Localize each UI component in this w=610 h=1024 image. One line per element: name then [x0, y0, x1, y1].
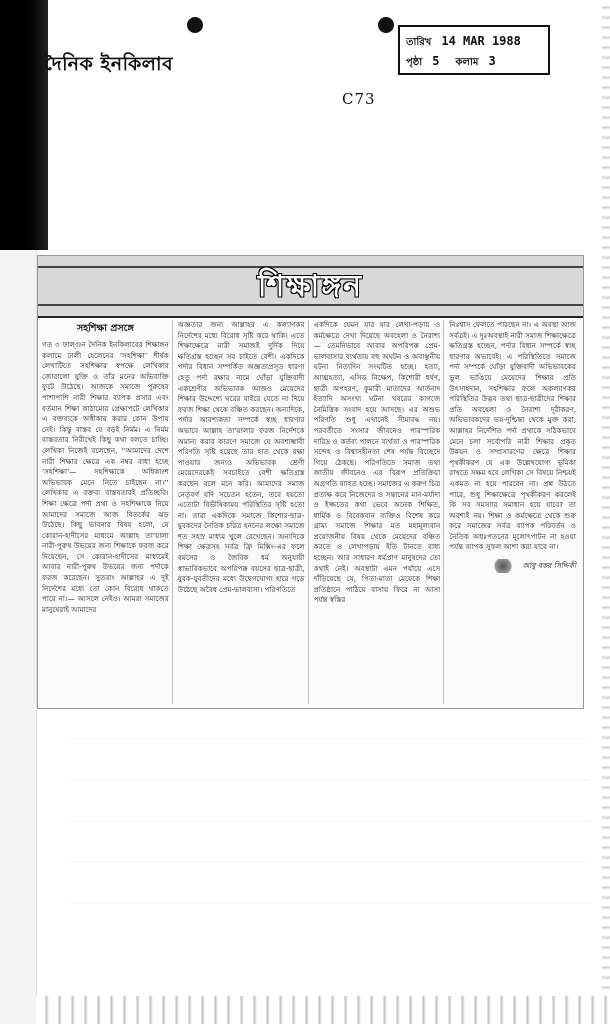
scan-right-edge — [602, 0, 610, 1024]
newspaper-masthead: দৈনিক ইনকিলাব — [44, 53, 174, 75]
stamp-page-value: 5 — [432, 54, 440, 68]
stamp-date-label: তারিখ — [406, 37, 432, 48]
column-text: গত ৩ ফাল্গুন দৈনিক ইনকিলাবের শিক্ষাঙ্গন কলামে ঢালী হেলেনের ‘সহশিক্ষা’ শীর্ষক লেখাটিতে সহশিক্ষার স্বপক্ষে লেখিকার জোরালো যুক্তি ও তাঁর মনের অভিব্যক্তি ফুটে উঠেছে। আজকে সমাজে পুরুষের পাশাপাশি নারী শিক্ষার ব্যাপক প্রসার এবং বর্তমান শিক্ষা কাঠামোর প্রেক্ষাপটে লেখিকার এ বক্তব্যকে অস্বীকার করার কোন উপায় নেই। কিন্তু বাস্তব যে বড়ই নির্মম। এ নির্মম বাস্তবতার নিরীখেই কিছু কথা বলতে চাচ্ছি। লেখিকা নিজেই বলেছেন, ‘‘আমাদের দেশে নারী শিক্ষার ক্ষেত্রে এক নম্বর বাধা হচ্ছে ‘সহশিক্ষা’— সহশিক্ষাকে অধিকাংশ অভিভাবক মেনে নিতে চাইছেন না।’’ লেখিকার এ বক্তব্য বাস্তবতারই প্রতিচ্ছবি। শিক্ষা ক্ষেত্রে পর্দা প্রথা ও সহশিক্ষাকে নিয়ে আমাদের সমাজে আজ বিতর্কের ঝড় উঠেছে। কিছু ভাবনার বিষয় হলো, যে কোরান-হাদীসের মাধ্যমে আল্লাহ তা'য়ালা নারী-পুরুষ উভয়ের জন্য শিক্ষাকে ফরজ করে দিয়েছেন, সে কোরান-হাদীসের মাধ্যমেই আবার নারী-পুরুষ উভয়ের জন্য পর্দাকে ফরজ করেছেন। সুতরাং আল্লাহর এ দুই নির্দেশের মধ্যে তো কোন বিরোধ থাকতে পারে না।— আসলে নেইও। আমরা সমাজের মানুষেরাই আমাদের — [42, 340, 169, 614]
punch-hole-left — [187, 17, 203, 33]
author-name: আবু বকর সিদ্দিকী — [522, 561, 576, 571]
punch-hole-right — [378, 17, 394, 33]
article-column-3 — [314, 320, 445, 704]
stamp-column-value: 3 — [488, 54, 496, 68]
scan-bottom-edge — [36, 996, 610, 1024]
stamp-date-value: 14 MAR 1988 — [441, 34, 521, 48]
stamp-page-row — [406, 51, 542, 71]
newspaper-clipping — [37, 255, 584, 709]
article-body — [42, 320, 579, 704]
scan-dark-corner — [0, 0, 48, 250]
section-title: শিক্ষাঙ্গন — [257, 269, 364, 304]
stamp-column-label: কলাম — [455, 57, 479, 68]
author-byline — [449, 559, 576, 573]
column-text: অজ্ঞতার জন্য আল্লাহর এ কল্যাণকর নির্দেশের মধ্যে বিরোধ সৃষ্টি করে থাকি। এতে শিক্ষাক্ষেত্রে নারী সমাজই দুর্দিক দিয়ে ক্ষতিগ্রস্ত হচ্ছেন সব চাইতে বেশী। একদিকে পর্দার বিধান সম্পর্কিত অজ্ঞতাপ্রসূত ধারণা হেতু পর্দা রক্ষার নামে ঘোঁড়া যুক্তিবাদী একশ্রেণীর অভিভাবক আজও মেয়েদের শিক্ষার উদ্দেশ্যে ঘরের বাইরে যেতে না দিয়ে ফরজ শিক্ষা থেকে বঞ্চিত করছেন। অন্যদিকে, পর্দার আবশ্যকতা সম্পর্কে স্বচ্ছ ধারণার অভাবে আল্লাহ তা'য়ালার ফরজ নির্দেশকে অমান্য করার কারণে সমাজে যে অবশ্যম্ভাবী পরিণতি সৃষ্টি হয়েছে তার হাত থেকে রক্ষা পাওয়ার জন্যও অভিভাবক শ্রেণী মেয়েদেরকেই সবচাইতে বেশী ক্ষতিগ্রস্ত করছেন বলে মনে করি। আমাদের সমাজ নেতৃবর্গ যদি সচেতন হতেন, তবে হয়তো এতোটা বিভীষিকাময় পরিস্থিতির সৃষ্টি হতো না। তারা একদিকে সমাজে কিশোর-ছাত্র-যুবকদের নৈতিক চরিত্র হননের লক্ষ্যে সমাজে শত সহস্র মাধ্যম খুলে রেখেছেন। অন্যদিকে শিক্ষা ক্ষেত্রসহ সর্বত্র ফ্রি মিক্সিং-এর ফলে বয়সের ও জৈবিক ধর্ম অনুযায়ী স্বাভাবিকভাবে অপরিপক্ক বয়সের ছাত্র-ছাত্রী, যুবক-যুবতীদের মধ্যে উদ্বেগযোগ্য হারে গড়ে উঠেছে অবৈধ প্রেম-ভালবাসা। পরিণতিতে — [177, 320, 305, 594]
stamp-page-label: পৃষ্ঠা — [406, 57, 423, 68]
date-stamp — [398, 25, 550, 75]
column-text: নিঃশ্বাস ফেলতে পারছেন না। এ অবস্থা আজ সর্বত্রই। এ দুঃঅবস্থাই নারী সমাজ শিক্ষাক্ষেত্রে ক্ষতিগ্রস্ত হচ্ছেন, পর্দার বিধান সম্পর্কে স্বচ্ছ ধারণার অভাবেই। এ পরিস্থিতিতে সমাজে পর্দা সম্পর্কে ঘোঁড়া যুক্তিবাদী অভিভাবকের ভুল ভাঙিয়ে মেয়েদের শিক্ষার প্রতি উৎসাহদান, সহশিক্ষার ফলে অকল্যাণকর পরিস্থিতির উদ্ভব তথা ছাত্র-ছাত্রীদের শিক্ষার প্রতি অবহেলা ও নৈরাশ্য দূরীকরণ, অভিভাবকদের ভয়-দুশ্চিন্তা থেকে মুক্ত করা, আল্লাহর নির্দেশিত পর্দা প্রথাকে সঠিকভাবে মেনে চলা সর্বোপরি নারী শিক্ষার প্রকৃত উন্নয়ন ও সম্প্রসারণের ক্ষেত্রে শিক্ষার পৃথকীকরণ যে এক উল্লেখযোগ্য ভূমিকা রাখতে সক্ষম হবে লেখিকা সে বিষয়ে নিশ্চয়ই একমত না হয়ে পারবেন না। প্রশ্ন উঠতে পারে, শুধু শিক্ষাক্ষেত্রে পৃথকীকরণ করলেই কি সব সমস্যার সমাধান হয়ে যাবে? তা অবশ্যই নয়। শিক্ষা ও কর্মক্ষেত্রে থেকে শুরু করে সমাজের সর্বত্র ব্যাপক পরিবর্তন ও নৈতিক অধঃপতনের মূলোৎপাটন না হওয়া পর্যন্ত ব্যাপক সুফল আশা করা যাবে না। — [449, 320, 576, 552]
stamp-date-row — [406, 31, 542, 51]
article-headline: সহশিক্ষা প্রসঙ্গে — [76, 323, 134, 334]
article-column-1 — [42, 320, 173, 704]
article-column-4 — [449, 320, 579, 704]
section-header — [38, 256, 583, 318]
column-text: একদিকে যেমন যার যার লেখা-পড়ায় ও কর্মক্ষেত্রে দেখা দিয়েছে অবহেলা ও নৈরাশ্য— তেমনিভাবে আবার অপরিপক্ক প্রেম-ভালবাসার ব্যর্থতায় বহু অঘটন ও অবাঞ্ছনীয় ঘটনা নিত্যদিন সংঘটিত হচ্ছে। হত্যা, আত্মহত্যা, এসিড নিক্ষেপ, কিশোরী ধর্ষণ, ছাত্রী অপহরণ, কুমারী মাতাদের আর্তনাদ ইত্যাদি অসংখ্য ঘটনা খবরের কাগজে নৈমিত্তিক সংবাদ হয়ে আসছে। এর অশুভ পরিণতি শুধু এখানেই সীমাবদ্ধ নয়। পরবর্তীতে সংসার জীবনেও পারস্পরিক দারিদ্র ও কর্তব্য পালনে ব্যর্থতা ও পারস্পরিক সন্দেহ ও বিশ্বাসহীনতা শেষ পর্যন্ত বিচ্ছেদে গিয়ে ঠেকছে। পরিণতিতে সমাজ তথা জাতীয় জীবনেও এর বিরূপ প্রতিক্রিয়া অগ্রগতি ব্যাহত হচ্ছে। সমাজের এ করুণ চিত্র প্রত্যক্ষ করে নিজেদের ও সন্তানের মান-মর্যাদা ও ইজ্জতের কথা ভেবে অনেক শিক্ষিত, ধার্মিক ও বিবেকবান ব্যক্তিও বিশেষ করে গ্রাম্য সমাজে শিক্ষার মত মহামূল্যবান প্রয়োজনীয় বিষয় থেকে মেয়েদের বঞ্চিত করতে ও লেখাপড়ায় ইতি টানতে বাধ্য হচ্ছেন। আর সাধারণ ধর্মপ্রাণ মানুষদের তো কথাই নেই। অবস্থাটা এমন পর্যায়ে এসে দাঁড়িয়েছে যে, পিতা-মাতা মেয়েকে শিক্ষা প্রতিষ্ঠানে পাঠিয়ে বাসায় ফিরে না আসা পর্যন্ত স্বস্তির — [313, 320, 441, 605]
ink-smudge — [492, 559, 514, 573]
scan-bleedthrough — [70, 700, 590, 920]
article-column-2 — [178, 320, 309, 704]
archive-page-code: C73 — [342, 90, 376, 108]
